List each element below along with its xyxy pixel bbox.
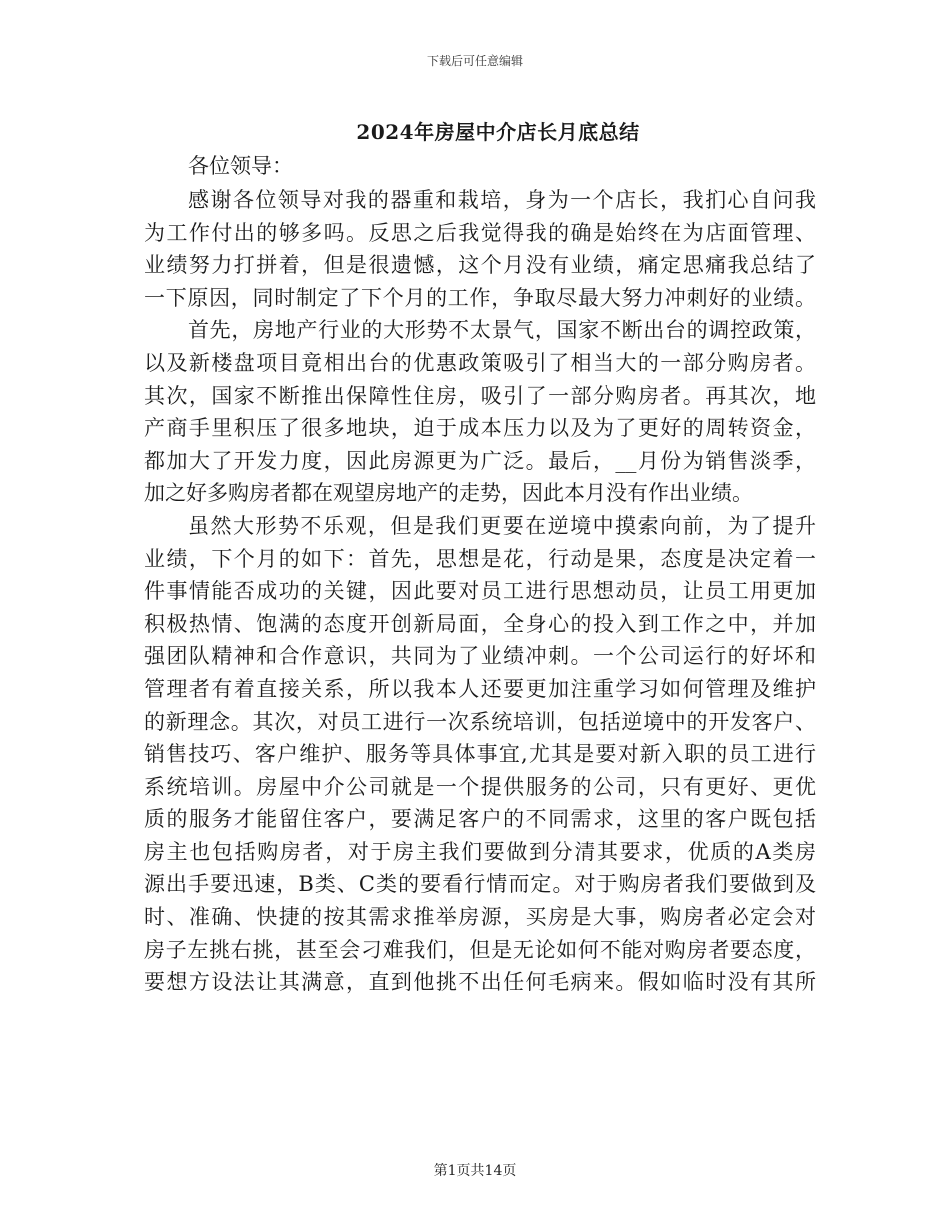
- salutation: 各位领导：: [188, 154, 293, 178]
- paragraph: [144, 184, 816, 314]
- text-line: 强团队精神和合作意识，共同为了业绩冲刺。一个公司运行的好坏和: [144, 644, 816, 669]
- text-line: 虽然大形势不乐观，但是我们更要在逆境中摸索向前，为了提升: [188, 513, 816, 538]
- text-line: 其次，国家不断推出保障性住房，吸引了一部分购房者。再其次，地: [144, 383, 816, 408]
- text-line: 管理者有着直接关系，所以我本人还要更加注重学习如何管理及维护: [144, 676, 816, 701]
- text-line: 首先，房地产行业的大形势不太景气，国家不断出台的调控政策，: [188, 318, 816, 343]
- text-line: 要想方设法让其满意，直到他挑不出任何毛病来。假如临时没有其所: [144, 970, 816, 995]
- header-note: 下载后可任意编辑: [426, 54, 523, 68]
- paragraph: [144, 314, 816, 510]
- text-line: 源出手要迅速，B类、C类的要看行情而定。对于购房者我们要做到及: [144, 872, 816, 897]
- text-line: 销售技巧、客户维护、服务等具体事宜,尤其是要对新入职的员工进行: [144, 742, 816, 767]
- text-line: 都加大了开发力度，因此房源更为广泛。最后，__月份为销售淡季，: [144, 448, 816, 473]
- text-line: 业绩，下个月的如下：首先，思想是花，行动是果，态度是决定着一: [144, 546, 816, 571]
- page-number: 第1页共14页: [433, 1163, 517, 1179]
- text-line: 房主也包括购房者，对于房主我们要做到分清其要求，优质的A类房: [144, 839, 816, 864]
- text-line: 一下原因，同时制定了下个月的工作，争取尽最大努力冲刺好的业绩。: [144, 285, 816, 310]
- text-line: 以及新楼盘项目竟相出台的优惠政策吸引了相当大的一部分购房者。: [144, 350, 816, 375]
- document-title: 2024年房屋中介店长月底总结: [356, 120, 640, 144]
- text-line: 产商手里积压了很多地块，迫于成本压力以及为了更好的周转资金，: [144, 416, 816, 441]
- text-line: 感谢各位领导对我的器重和栽培，身为一个店长，我扪心自问我: [188, 188, 816, 212]
- text-line: 时、准确、快捷的按其需求推举房源，买房是大事，购房者必定会对: [144, 905, 816, 930]
- text-line: 的新理念。其次，对员工进行一次系统培训，包括逆境中的开发客户、: [144, 709, 816, 734]
- text-line: 加之好多购房者都在观望房地产的走势，因此本月没有作出业绩。: [144, 481, 753, 506]
- document-body: [144, 184, 816, 999]
- text-line: 为工作付出的够多吗。反思之后我觉得我的确是始终在为店面管理、: [144, 220, 816, 245]
- text-line: 件事情能否成功的关键，因此要对员工进行思想动员，让员工用更加: [144, 579, 816, 604]
- text-line: 积极热情、饱满的态度开创新局面，全身心的投入到工作之中，并加: [144, 611, 816, 636]
- text-line: 房子左挑右挑，甚至会刁难我们，但是无论如何不能对购房者要态度，: [144, 937, 816, 962]
- text-line: 系统培训。房屋中介公司就是一个提供服务的公司，只有更好、更优: [144, 774, 816, 799]
- text-line: 业绩努力打拼着，但是很遗憾，这个月没有业绩，痛定思痛我总结了: [144, 253, 816, 278]
- text-line: 质的服务才能留住客户，要满足客户的不同需求，这里的客户既包括: [144, 807, 816, 832]
- paragraph: [144, 510, 816, 999]
